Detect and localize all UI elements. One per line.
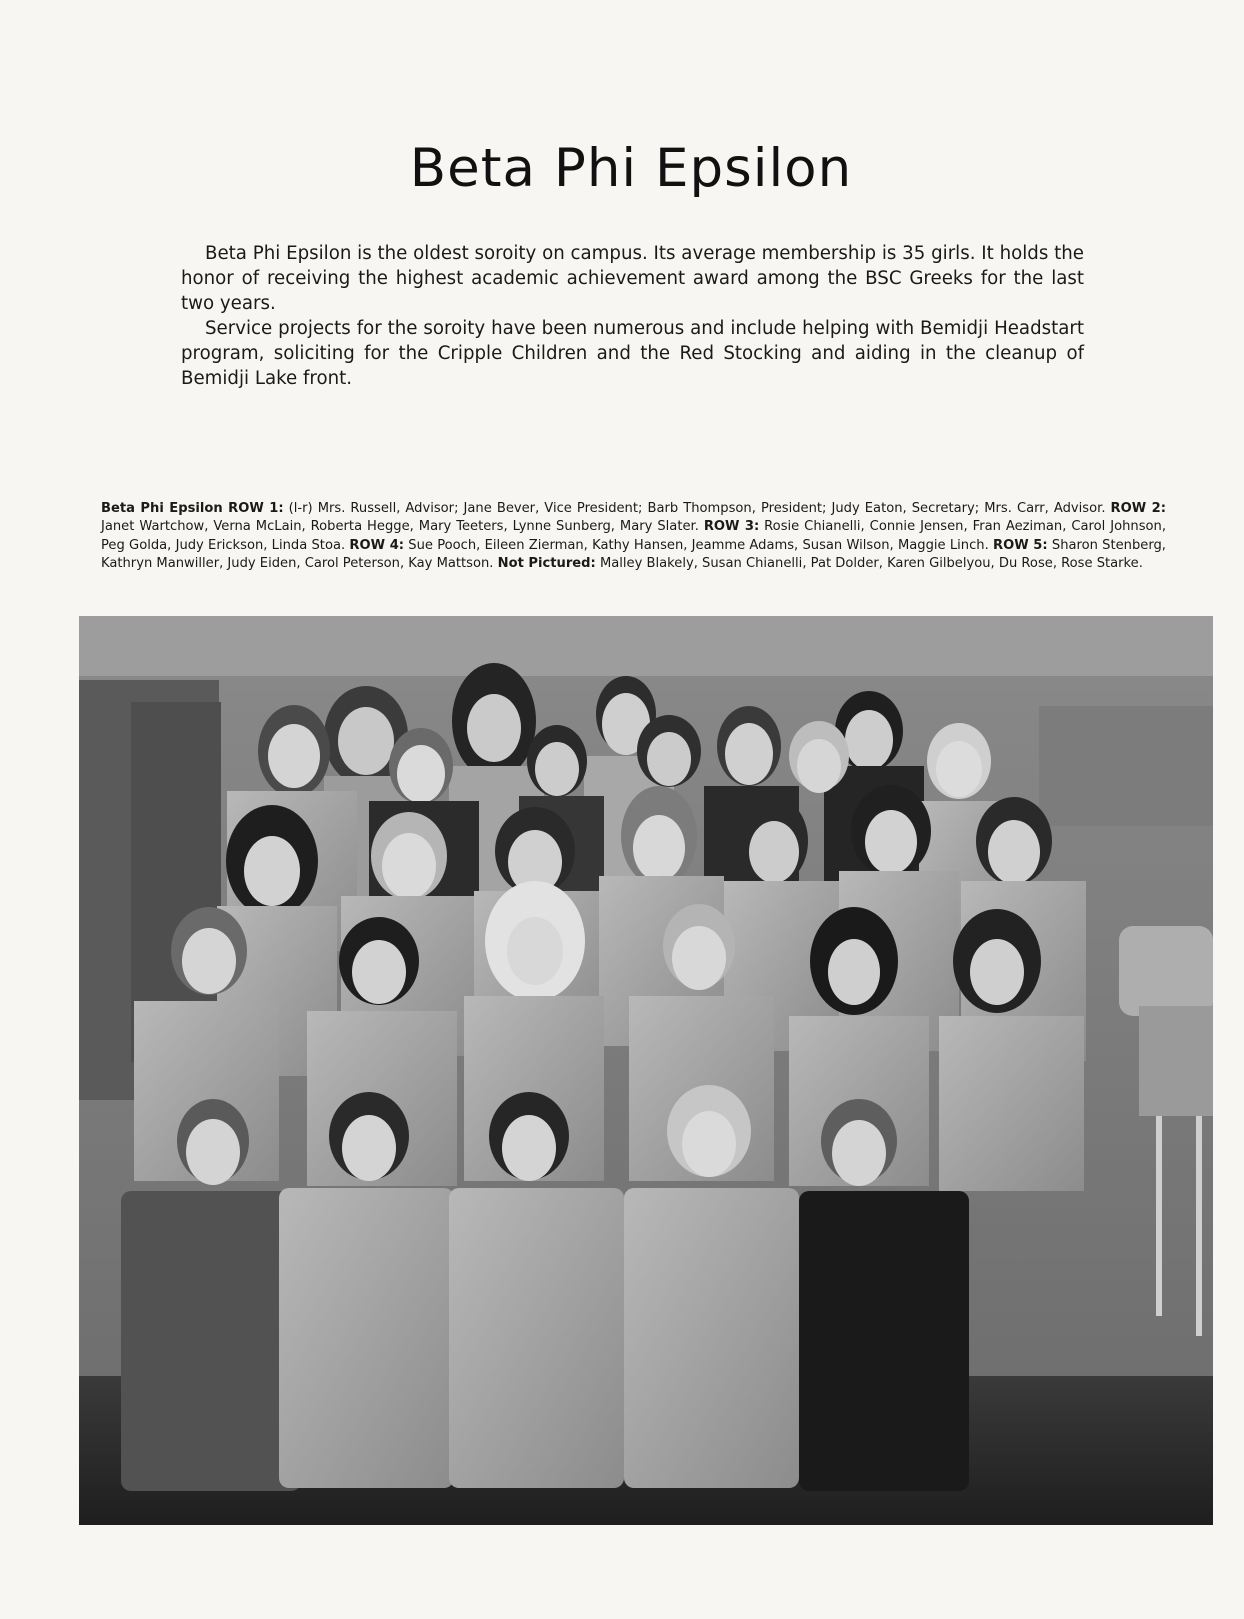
group-photo (79, 616, 1213, 1525)
intro-paragraph: Beta Phi Epsilon is the oldest soroity on campus. Its average membership is 35 girls. It holds the honor of receiving the highest academic achievement award among the BSC Greeks for the last two years. (181, 243, 1084, 314)
curtain (1039, 706, 1213, 826)
chair-seat (1139, 1006, 1213, 1116)
chair-back (1119, 926, 1213, 1016)
caption-row-names: Janet Wartchow, Verna McLain, Roberta Hegge, Mary Teeters, Lynne Sunberg, Mary Slater. (101, 519, 704, 535)
row-1 (121, 1085, 969, 1491)
photo-caption (101, 500, 1166, 573)
intro-paragraph: Service projects for the soroity have been numerous and include helping with Bemidji Headstart program, soliciting for the Cripple Children and the Red Stocking and aiding in the cleanup of Bemidji Lake front. (181, 318, 1084, 389)
caption-row-label: ROW 4: (349, 537, 405, 553)
group-photo-illustration (79, 616, 1213, 1525)
caption-row-label: ROW 3: (703, 519, 760, 535)
caption-row-label: Beta Phi Epsilon ROW 1: (101, 501, 284, 516)
caption-row-names: Sharon Stenberg, Kathryn Manwiller, Judy Eiden, Carol Peterson, Kay Mattson. (101, 537, 1166, 571)
caption-row-names: Sue Pooch, Eileen Zierman, Kathy Hansen, Jeamme Adams, Susan Wilson, Maggie Linch. (404, 537, 993, 553)
caption-row-names: (l-r) Mrs. Russell, Advisor; Jane Bever, Vice President; Barb Thompson, President; Judy Eaton, Secretary; Mrs. Carr, Advisor. (283, 501, 1111, 516)
caption-not-pictured-label: Not Pictured: (497, 555, 596, 571)
caption-row-names: Rosie Chianelli, Connie Jensen, Fran Aeziman, Carol Johnson, Peg Golda, Judy Erickson, Linda Stoa. (101, 519, 1167, 553)
caption-row-label: ROW 5: (992, 537, 1048, 553)
ceiling-band (79, 616, 1213, 676)
intro-text (181, 241, 1084, 391)
page-title: Beta Phi Epsilon (409, 138, 853, 199)
caption-row-label: ROW 2: (1110, 501, 1167, 516)
caption-not-pictured-names: Malley Blakely, Susan Chianelli, Pat Dolder, Karen Gilbelyou, Du Rose, Rose Starke. (595, 555, 1143, 571)
